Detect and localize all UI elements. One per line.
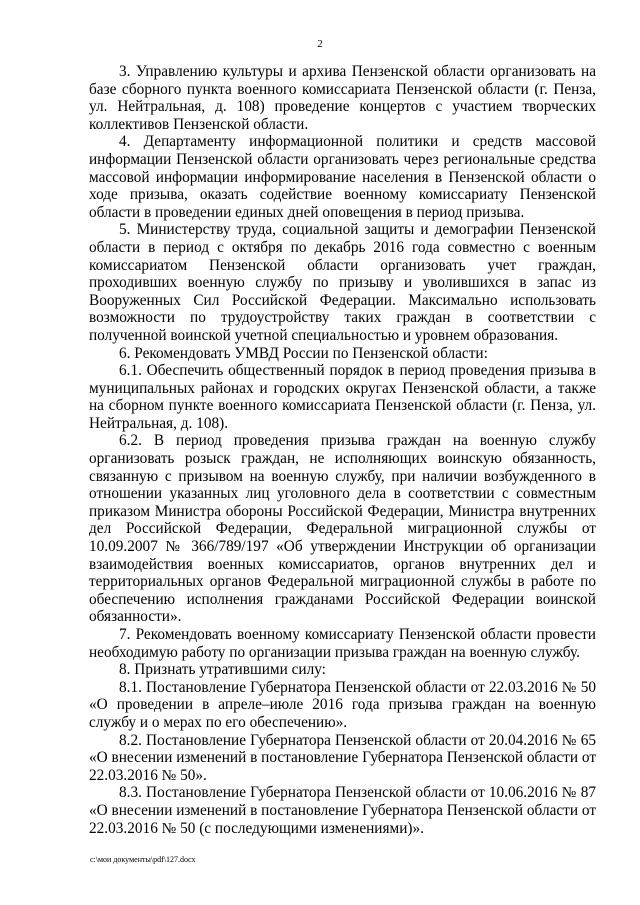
paragraph-5: 5. Министерству труда, социальной защиты и демографии Пензенской области в период с октября по декабрь 2016 года совместно с военным комиссариатом Пензенской области организовать учет граждан, проходивших военную службу по призыву и уволившихся в запас из Вооруженных Сил Российской Федерации. Максимально использовать возможности по трудоустройству таких граждан в соответствии с полученной воинской учетной специальностью и уровнем образования.: [89, 221, 596, 344]
paragraph-6-1: 6.1. Обеспечить общественный порядок в период проведения призыва в муниципальных районах и городских округах Пензенской области, а также на сборном пункте военного комиссариата Пензенской области (г. Пенза, ул. Нейтральная, д. 108).: [89, 362, 596, 432]
paragraph-7: 7. Рекомендовать военному комиссариату Пензенской области провести необходимую работу по организации призыва граждан на военную службу.: [89, 626, 596, 661]
paragraph-8-2: 8.2. Постановление Губернатора Пензенской области от 20.04.2016 № 65 «О внесении изменений в постановление Губернатора Пензенской области от 22.03.2016 № 50».: [89, 731, 597, 784]
paragraph-6-2: 6.2. В период проведения призыва граждан на военную службу организовать розыск граждан, не исполняющих воинскую обязанность, связанную с призывом на военную службу, при наличии возбужденного в отношении указанных лиц уголовного дела в соответствии с совместным приказом Министра обороны Российской Федерации, Министра внутренних дел Российской Федерации, Федеральной миграционной службы от 10.09.2007 № 366/789/197 «Об утверждении Инструкции об организации взаимодействия военных комиссариатов, органов внутренних дел и территориальных органов Федеральной миграционной службы в работе по обеспечению исполнения гражданами Российской Федерации воинской обязанности».: [89, 432, 596, 626]
document-body: [89, 63, 596, 837]
paragraph-8-3: 8.3. Постановление Губернатора Пензенской области от 10.06.2016 № 87 «О внесении изменений в постановление Губернатора Пензенской области от 22.03.2016 № 50 (с последующими изменениями)».: [89, 784, 597, 837]
footer-file-path: c:\мои документы\pdf\127.docx: [90, 855, 196, 864]
paragraph-3: 3. Управлению культуры и архива Пензенской области организовать на базе сборного пункта военного комиссариата Пензенской области (г. Пенза, ул. Нейтральная, д. 108) проведение концертов с участием творческих коллективов Пензенской области.: [89, 63, 596, 133]
paragraph-4: 4. Департаменту информационной политики и средств массовой информации Пензенской области организовать через региональные средства массовой информации информирование населения в Пензенской области о ходе призыва, оказать содействие военному комиссариату Пензенской области в проведении единых дней оповещения в период призыва.: [89, 133, 596, 221]
paragraph-8: 8. Признать утратившими силу:: [119, 661, 326, 679]
paragraph-8-1: 8.1. Постановление Губернатора Пензенской области от 22.03.2016 № 50 «О проведении в апреле–июле 2016 года призыва граждан на военную службу и о мерах по его обеспечению».: [89, 678, 596, 731]
page-number: 2: [317, 38, 323, 50]
paragraph-6: 6. Рекомендовать УМВД России по Пензенской области:: [119, 344, 488, 362]
